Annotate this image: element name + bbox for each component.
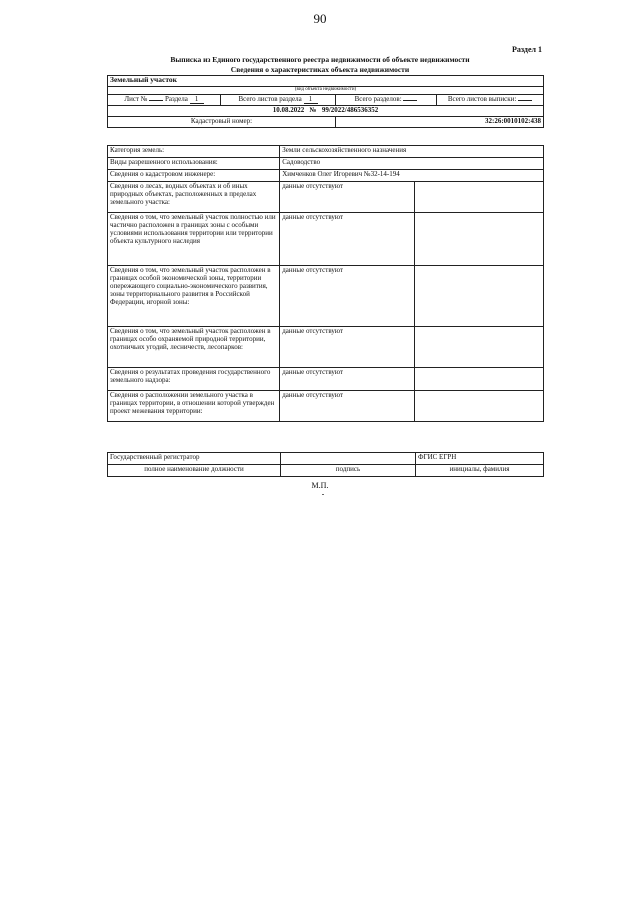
table-row	[108, 182, 544, 213]
row-empty-cell	[414, 327, 543, 368]
table-row	[108, 266, 544, 327]
header-table	[107, 75, 544, 128]
total-section-sheets-value: 1	[304, 95, 318, 104]
row-label: Сведения о расположении земельного участка в границах территории, в отношении которой утвержден проект межевания территории:	[108, 391, 280, 422]
row-empty-cell	[414, 368, 543, 391]
total-sections-cell	[336, 95, 437, 106]
sheet-number-cell	[108, 95, 221, 106]
row-empty-cell	[414, 182, 543, 213]
sheet-label: Лист №	[124, 95, 148, 103]
row-value: данные отсутствуют	[280, 182, 414, 213]
total-section-sheets-label: Всего листов раздела	[238, 95, 302, 103]
document-title: Выписка из Единого государственного реестра недвижимости об объекте недвижимости	[170, 55, 470, 64]
row-empty-cell	[414, 266, 543, 327]
total-section-sheets-cell	[221, 95, 336, 106]
stamp-place: М.П.	[311, 481, 329, 490]
table-row	[108, 170, 544, 182]
position-caption: полное наименование должности	[108, 465, 281, 477]
row-value: данные отсутствуют	[280, 368, 414, 391]
number-sign: №	[309, 106, 317, 114]
section-label: Раздел 1	[511, 45, 542, 54]
table-row	[108, 368, 544, 391]
signature-cell	[281, 453, 416, 465]
table-row	[108, 158, 544, 170]
registrar-position: Государственный регистратор	[108, 453, 281, 465]
cadastral-label: Кадастровый номер:	[108, 117, 336, 128]
row-label: Сведения о кадастровом инженере:	[108, 170, 280, 182]
extract-date: 10.08.2022	[272, 106, 305, 114]
row-value: данные отсутствуют	[280, 266, 414, 327]
scan-speck	[322, 494, 324, 495]
total-sections-label: Всего разделов:	[354, 95, 402, 103]
sheet-info-row	[108, 95, 544, 106]
row-value: Химченков Олег Игоревич №32-14-194	[280, 170, 544, 182]
row-empty-cell	[414, 213, 543, 266]
registrar-name: ФГИС ЕГРН	[416, 453, 544, 465]
signature-caption: подпись	[281, 465, 416, 477]
row-value: данные отсутствуют	[280, 391, 414, 422]
total-sections-value	[403, 100, 417, 101]
row-value: Садоводство	[280, 158, 544, 170]
row-label: Категория земель:	[108, 146, 280, 158]
table-row	[108, 146, 544, 158]
row-value: данные отсутствуют	[280, 213, 414, 266]
document-subtitle: Сведения о характеристиках объекта недвижимости	[230, 65, 410, 74]
row-label: Сведения о том, что земельный участок расположен в границах особой экономической зоны, территории опережающего социально-экономического развития, зоны территориального развития в Российской Федерации, игорной зоны:	[108, 266, 280, 327]
row-label: Виды разрешенного использования:	[108, 158, 280, 170]
characteristics-table	[107, 145, 544, 422]
table-row	[108, 391, 544, 422]
row-label: Сведения о лесах, водных объектах и об иных природных объектах, расположенных в пределах земельного участка:	[108, 182, 280, 213]
sheet-value	[149, 100, 163, 101]
page-number: 90	[313, 11, 327, 26]
row-value: Земли сельскохозяйственного назначения	[280, 146, 544, 158]
row-label: Сведения о том, что земельный участок полностью или частично расположен в границах зоны с особыми условиями использования территории или территории объекта культурного наследия	[108, 213, 280, 266]
extract-number: 99/2022/486536352	[321, 106, 379, 114]
object-type: Земельный участок	[108, 76, 544, 87]
row-label: Сведения о результатах проведения государственного земельного надзора:	[108, 368, 280, 391]
table-row	[108, 327, 544, 368]
total-extract-sheets-value	[518, 100, 532, 101]
name-caption: инициалы, фамилия	[416, 465, 544, 477]
cadastral-number: 32:26:0010102:438	[336, 117, 544, 128]
table-row	[108, 213, 544, 266]
total-extract-sheets-cell	[437, 95, 544, 106]
object-type-note: (вид объекта недвижимости)	[108, 87, 544, 95]
section-prefix: Раздела	[164, 95, 188, 103]
signature-table	[107, 452, 544, 477]
row-value: данные отсутствуют	[280, 327, 414, 368]
row-empty-cell	[414, 391, 543, 422]
total-extract-sheets-label: Всего листов выписки:	[447, 95, 517, 103]
row-label: Сведения о том, что земельный участок расположен в границах особо охраняемой природной территории, охотничьих угодий, лесничеств, лесопарков:	[108, 327, 280, 368]
date-number-row	[108, 106, 544, 117]
section-value: 1	[190, 95, 204, 104]
